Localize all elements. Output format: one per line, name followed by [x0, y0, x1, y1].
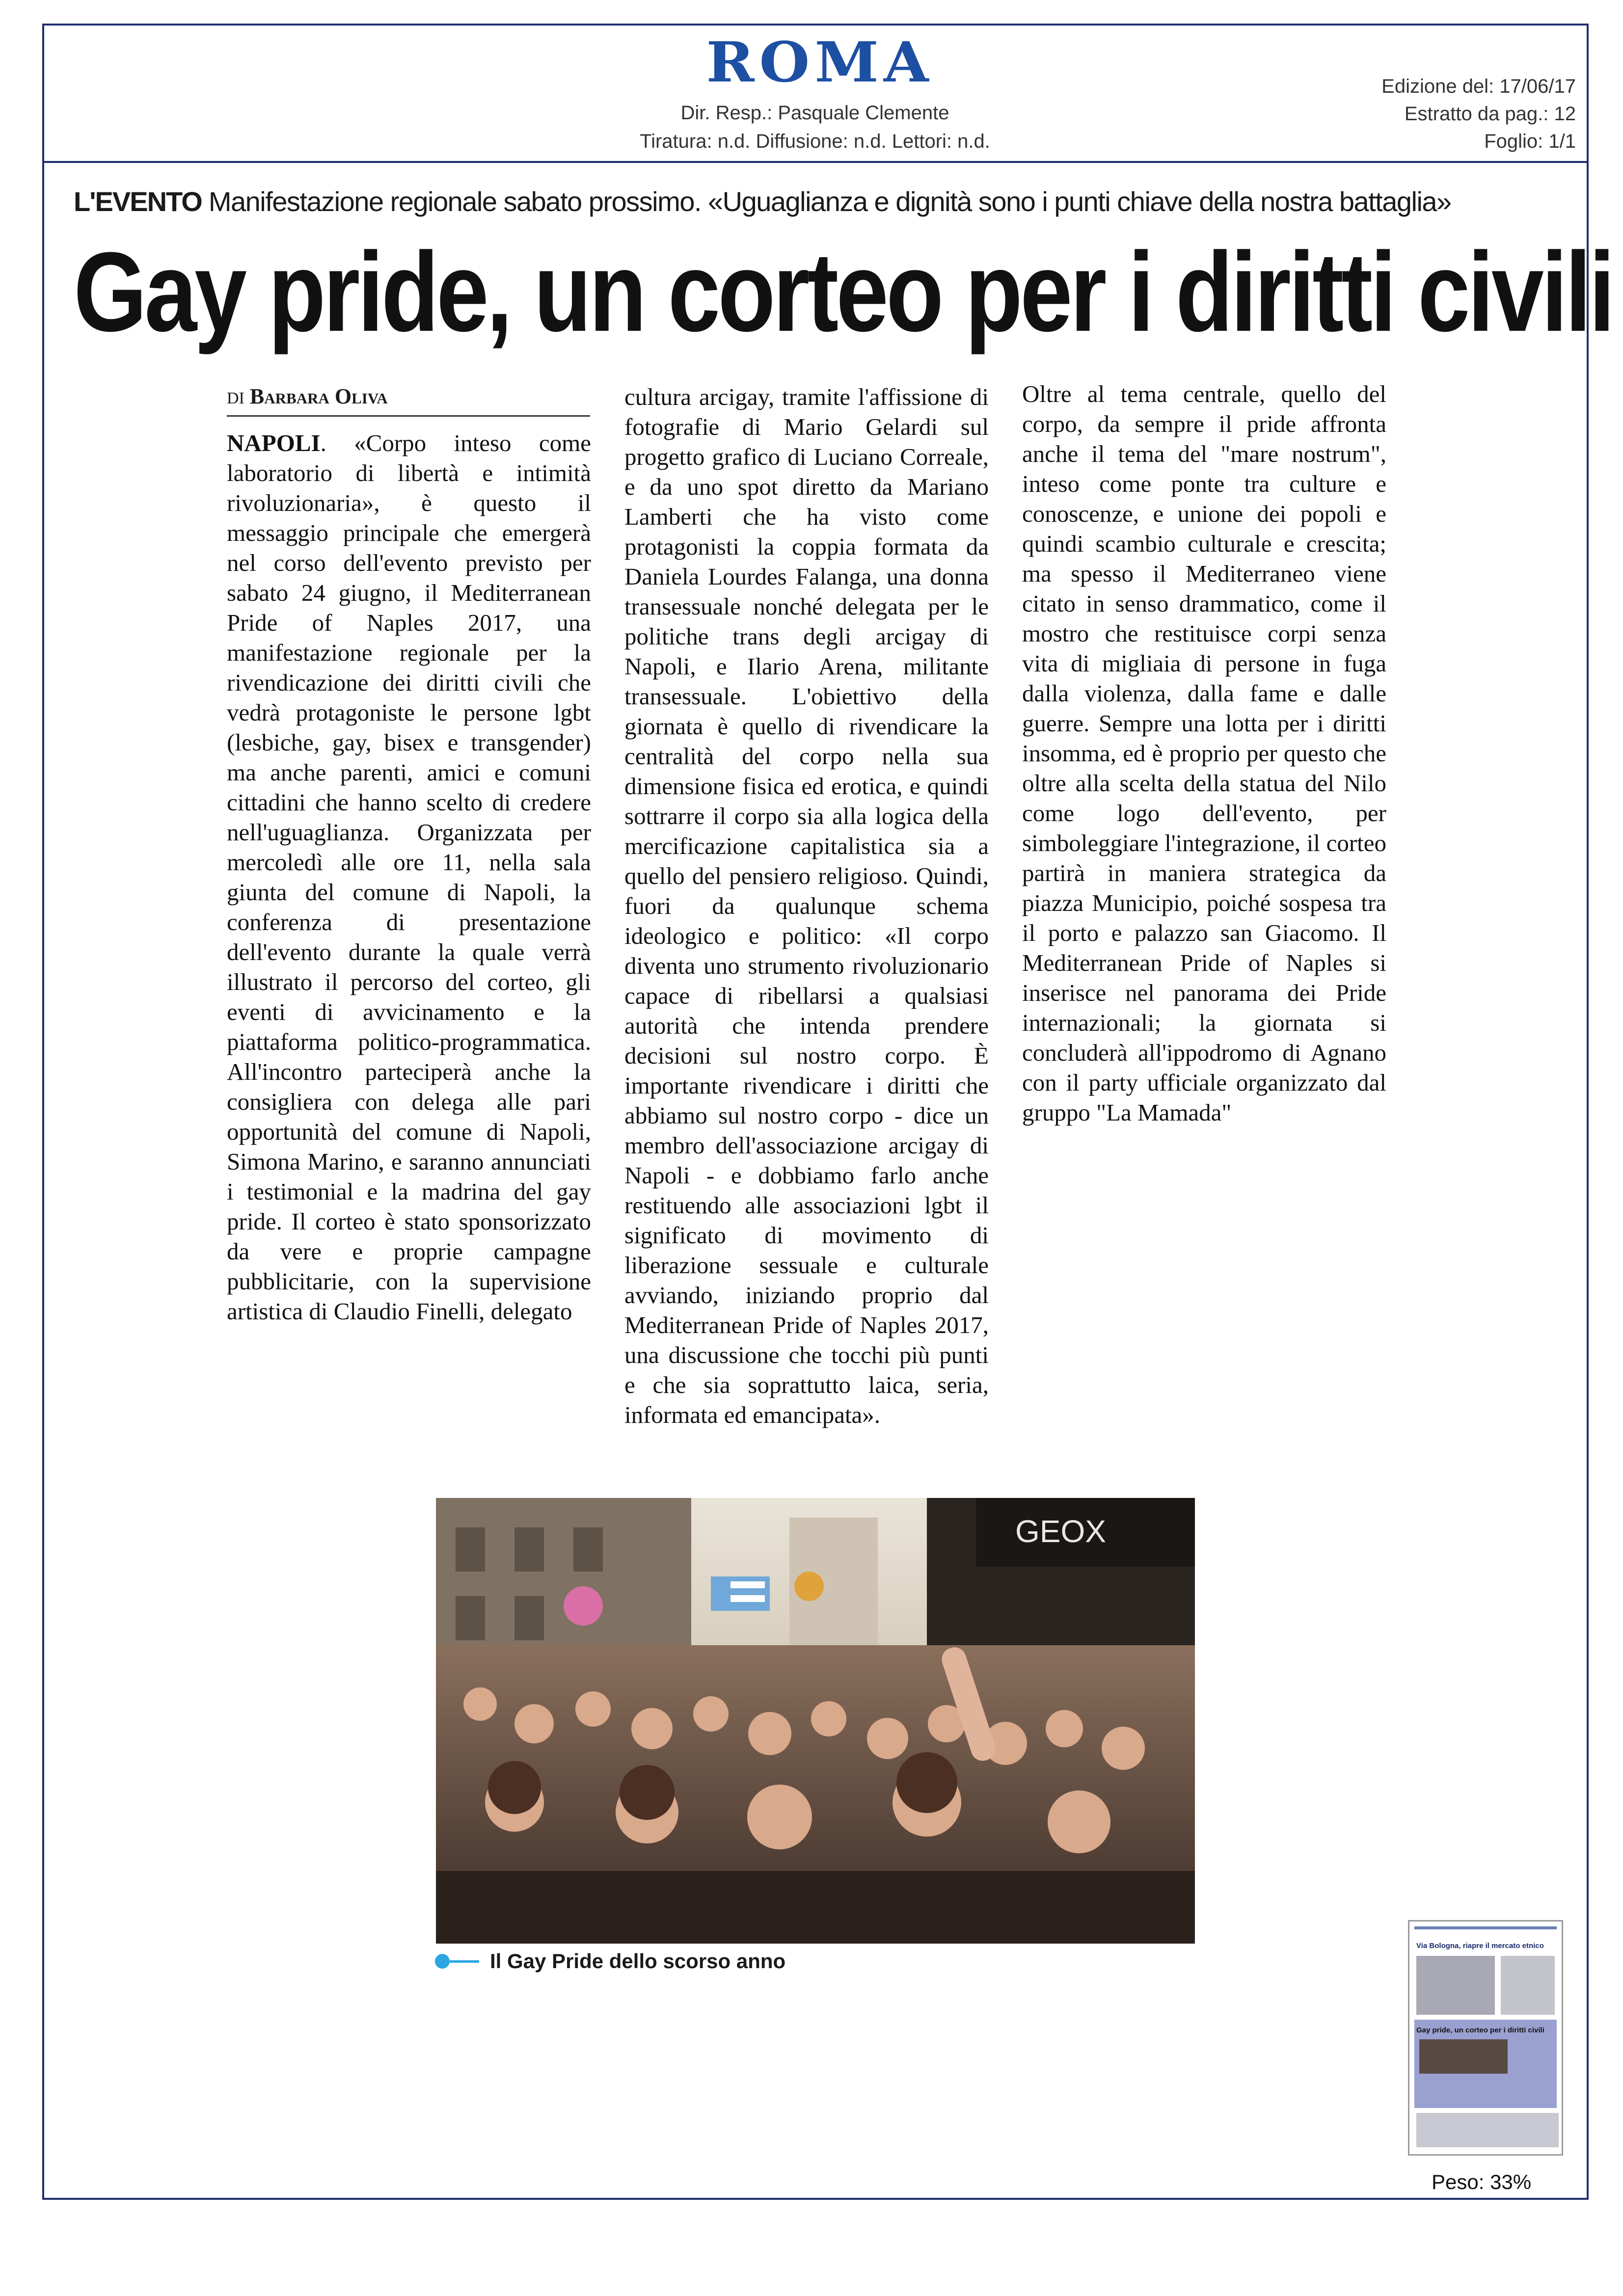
crowd-illustration	[436, 1498, 1195, 1944]
thumbnail-headline-1: Via Bologna, riapre il mercato etnico	[1416, 1942, 1544, 1950]
author-name: Barbara Oliva	[249, 384, 388, 408]
kicker-label: L'EVENTO	[74, 186, 202, 217]
article-column-1	[227, 428, 591, 1326]
photo-caption	[435, 1949, 785, 1973]
director-line: Dir. Resp.: Pasquale Clemente	[680, 102, 949, 124]
byline	[227, 384, 590, 409]
caption-rule	[450, 1960, 479, 1963]
sheet-number: Foglio: 1/1	[1484, 131, 1576, 152]
weight-label: Peso: 33%	[1432, 2170, 1532, 2193]
geox-sign: GEOX	[1015, 1514, 1106, 1549]
newspaper-logo	[628, 29, 1011, 95]
article-headline: Gay pride, un corteo per i diritti civili	[74, 229, 1613, 355]
article-kicker	[74, 186, 1556, 217]
byline-prefix: DI	[227, 389, 244, 407]
thumbnail-headline-2: Gay pride, un corteo per i diritti civili	[1416, 2026, 1544, 2034]
kicker-text: Manifestazione regionale sabato prossimo. «Uguaglianza e dignità sono i punti chiave della nostra battaglia»	[208, 186, 1451, 217]
edition-date: Edizione del: 17/06/17	[1381, 76, 1576, 97]
thumbnail-preview	[1409, 1922, 1562, 2154]
column-1-text: . «Corpo inteso come laboratorio di libertà e intimità rivoluzionaria», è questo il messaggio principale che emergerà nel corso dell'evento previsto per sabato 24 giugno, il Mediterranean Pride of Naples 2017, una manifestazione regionale per la rivendicazione dei diritti civili che vedrà protagoniste le persone lgbt (lesbiche, gay, bisex e transgender) ma anche parenti, amici e comuni cittadini che hanno scelto di credere nell'uguaglianza. Organizzata per mercoledì alle ore 11, nella sala giunta del comune di Napoli, la conferenza di presentazione dell'evento durante la quale verrà illustrato il percorso del corteo, gli eventi di avvicinamento e la piattaforma politico-programmatica. All'incontro parteciperà anche la consigliera con delega alle pari opportunità del comune di Napoli, Simona Marino, e saranno annunciati i testimonial e la madrina del gay pride. Il corteo è stato sponsorizzato da vere e proprie campagne pubblicitarie, con la supervisione artistica di Claudio Finelli, delegato	[227, 429, 591, 1325]
caption-bullet-icon	[435, 1954, 450, 1969]
logo-text: ROMA	[706, 29, 934, 95]
caption-text: Il Gay Pride dello scorso anno	[490, 1949, 786, 1973]
byline-rule	[227, 415, 590, 417]
excerpt-page: Estratto da pag.: 12	[1404, 103, 1576, 125]
dateline-place: NAPOLI	[227, 429, 321, 456]
header-divider	[42, 161, 1589, 163]
article-column-2: cultura arcigay, tramite l'affissione di fotografie di Mario Gelardi sul progetto grafico di Luciano Correale, e da uno spot diretto da Mariano Lamberti che ha visto come protagonisti la coppia formata da Daniela Lourdes Falanga, una donna transessuale nonché delegata per le politiche trans degli arcigay di Napoli, e Ilario Arena, militante transessuale. L'obiettivo della giornata è quello di rivendicare la centralità del corpo nella sua dimensione fisica ed erotica, e quindi sottrarre il corpo sia alla logica della mercificazione capitalistica sia a quello del pensiero religioso. Quindi, fuori da qualunque schema ideologico e politico: «Il corpo diventa uno strumento rivoluzionario capace di ribellarsi a qualsiasi autorità che intenda prendere decisioni sul nostro corpo. È importante rivendicare i diritti che abbiamo sul nostro corpo - dice un membro dell'associazione arcigay di Napoli - e dobbiamo farlo anche restituendo alle associazioni lgbt il significato di movimento di liberazione sessuale e culturale avviando, iniziando proprio dal Mediterranean Pride of Naples 2017, una discussione che tocchi più punti e che sia soprattutto laica, seria, informata ed emancipata».	[624, 383, 989, 1428]
pride-photo	[436, 1498, 1195, 1944]
page-thumbnail	[1408, 1920, 1563, 2156]
circulation-line: Tiratura: n.d. Diffusione: n.d. Lettori: n.d.	[640, 131, 990, 152]
article-column-3: Oltre al tema centrale, quello del corpo, da sempre il pride affronta anche il tema del "mare nostrum", inteso come ponte tra culture e conoscenze, e unione dei popoli e quindi scambio culturale e crescita; ma spesso il Mediterraneo viene citato in senso drammatico, come il mostro che restituisce corpi senza vita di migliaia di persone in fuga dalla violenza, dalla fame e dalle guerre. Sempre una lotta per i diritti insomma, ed è proprio per questo che oltre alla scelta della statua del Nilo come logo dell'evento, per simboleggiare l'integrazione, il corteo partirà in maniera strategica da piazza Municipio, poiché sospesa tra il porto e palazzo san Giacomo. Il Mediterranean Pride of Naples si inserisce nel panorama dei Pride internazionali; la giornata si concluderà all'ippodromo di Agnano con il party ufficiale organizzato dal gruppo "La Mamada"	[1022, 380, 1386, 1126]
